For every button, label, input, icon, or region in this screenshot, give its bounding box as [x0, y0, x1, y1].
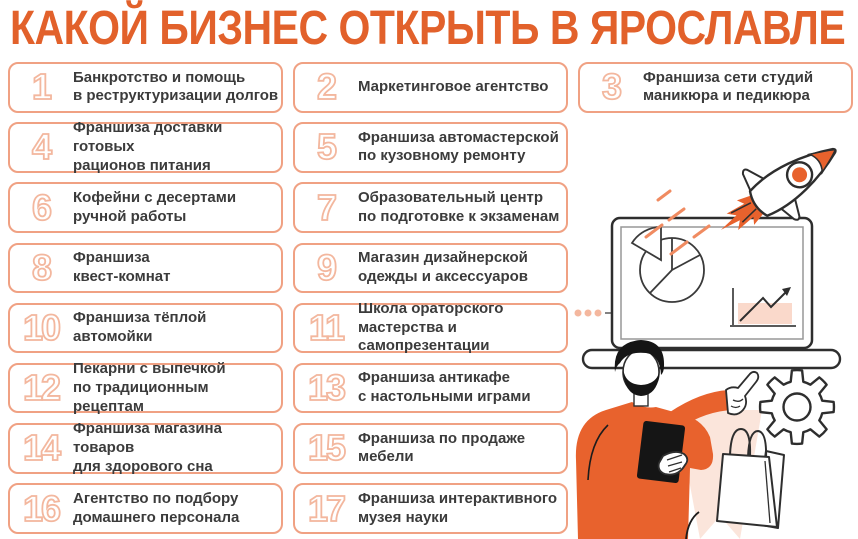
card-text	[73, 189, 236, 227]
business-launch-illustration	[570, 120, 858, 539]
card-text-line: Франшиза автомастерской	[358, 128, 559, 146]
card-text	[73, 249, 170, 287]
card-number: 7	[316, 186, 336, 228]
card-text	[73, 490, 239, 528]
card-text-line: Кофейни с десертами	[73, 188, 237, 206]
card-number: 15	[307, 427, 345, 469]
card-8	[8, 243, 283, 294]
card-text-line: Франшиза антикафе	[358, 369, 510, 387]
card-text-line: Франшиза магазина товаров	[73, 420, 222, 456]
page-title: КАКОЙ БИЗНЕС ОТКРЫТЬ В ЯРОСЛАВЛЕ	[10, 0, 846, 55]
card-13	[293, 363, 568, 414]
card-text-line: одежды и аксессуаров	[358, 267, 529, 285]
card-text-line: мебели	[358, 448, 414, 466]
card-text	[358, 430, 525, 468]
card-text-line: квест-комнат	[73, 267, 171, 285]
card-text	[358, 189, 559, 227]
card-1	[8, 62, 283, 113]
card-text-line: с настольными играми	[358, 388, 531, 406]
card-number: 10	[22, 307, 60, 348]
card-text-line: маникюра и педикюра	[643, 87, 810, 105]
card-text	[73, 360, 281, 416]
card-text-line: Франшиза доставки готовых	[73, 119, 223, 156]
card-11	[293, 299, 568, 355]
card-text-line: Франшиза по продаже	[358, 429, 526, 447]
card-text-line: по подготовке к экзаменам	[358, 207, 560, 225]
card-text-line: Франшиза тёплой	[73, 309, 207, 327]
card-number: 9	[316, 246, 336, 288]
card-number: 8	[31, 246, 51, 288]
card-text	[358, 490, 557, 528]
card-text	[358, 369, 531, 407]
card-text	[358, 78, 548, 97]
card-text-line: по традиционным рецептам	[73, 378, 209, 415]
card-text-line: в реструктуризации долгов	[73, 87, 279, 105]
card-text-line: автомойки	[73, 328, 153, 345]
card-15	[293, 423, 568, 474]
card-text	[73, 119, 281, 175]
card-text-line: Франшиза интерактивного	[358, 489, 558, 507]
card-text-line: мастерства и самопрезентации	[358, 318, 490, 355]
card-text	[358, 249, 528, 287]
card-number: 5	[316, 126, 336, 168]
card-number: 16	[22, 487, 60, 529]
card-text-line: Банкротство и помощь	[73, 68, 246, 86]
card-text-line: домашнего персонала	[73, 508, 240, 526]
card-number: 1	[31, 66, 51, 108]
card-number: 6	[31, 186, 51, 228]
card-3	[578, 62, 853, 113]
column-2	[293, 62, 568, 534]
card-text-line: Маркетинговое агентство	[358, 77, 549, 95]
card-2	[293, 62, 568, 113]
card-text-line: Образовательный центр	[358, 188, 544, 206]
column-1	[8, 62, 283, 534]
card-text	[358, 300, 566, 356]
card-number: 4	[31, 126, 51, 168]
column-3	[578, 62, 853, 113]
card-7	[293, 182, 568, 233]
card-text-line: по кузовному ремонту	[358, 147, 526, 165]
gear-icon	[760, 370, 834, 444]
card-text-line: Магазин дизайнерской	[358, 249, 528, 267]
card-17	[293, 483, 568, 534]
card-number: 3	[601, 66, 621, 108]
card-text	[358, 129, 559, 167]
card-number: 13	[307, 367, 345, 409]
card-text-line: для здорового сна	[73, 457, 213, 475]
card-text	[643, 69, 813, 107]
card-6	[8, 182, 283, 233]
card-text-line: ручной работы	[73, 207, 187, 225]
card-9	[293, 243, 568, 294]
card-text-line: Франшиза сети студий	[643, 68, 814, 86]
card-10	[8, 303, 283, 354]
card-text-line: музея науки	[358, 508, 449, 526]
card-text-line: Агентство по подбору	[73, 489, 239, 507]
card-14	[8, 420, 283, 475]
card-text-line: Пекарни с выпечкой	[73, 360, 226, 378]
card-text-line: рационов питания	[73, 156, 211, 174]
card-number: 17	[307, 487, 345, 529]
card-number: 12	[22, 367, 60, 409]
card-text	[73, 309, 206, 347]
card-number: 11	[308, 307, 344, 348]
card-text	[73, 420, 281, 476]
card-5	[293, 122, 568, 173]
card-number: 14	[22, 427, 60, 469]
card-text-line: Школа ораторского	[358, 299, 504, 317]
card-12	[8, 360, 283, 415]
card-number: 2	[316, 66, 336, 108]
card-text	[73, 69, 278, 107]
card-4	[8, 119, 283, 174]
card-16	[8, 483, 283, 534]
card-text-line: Франшиза	[73, 249, 150, 267]
